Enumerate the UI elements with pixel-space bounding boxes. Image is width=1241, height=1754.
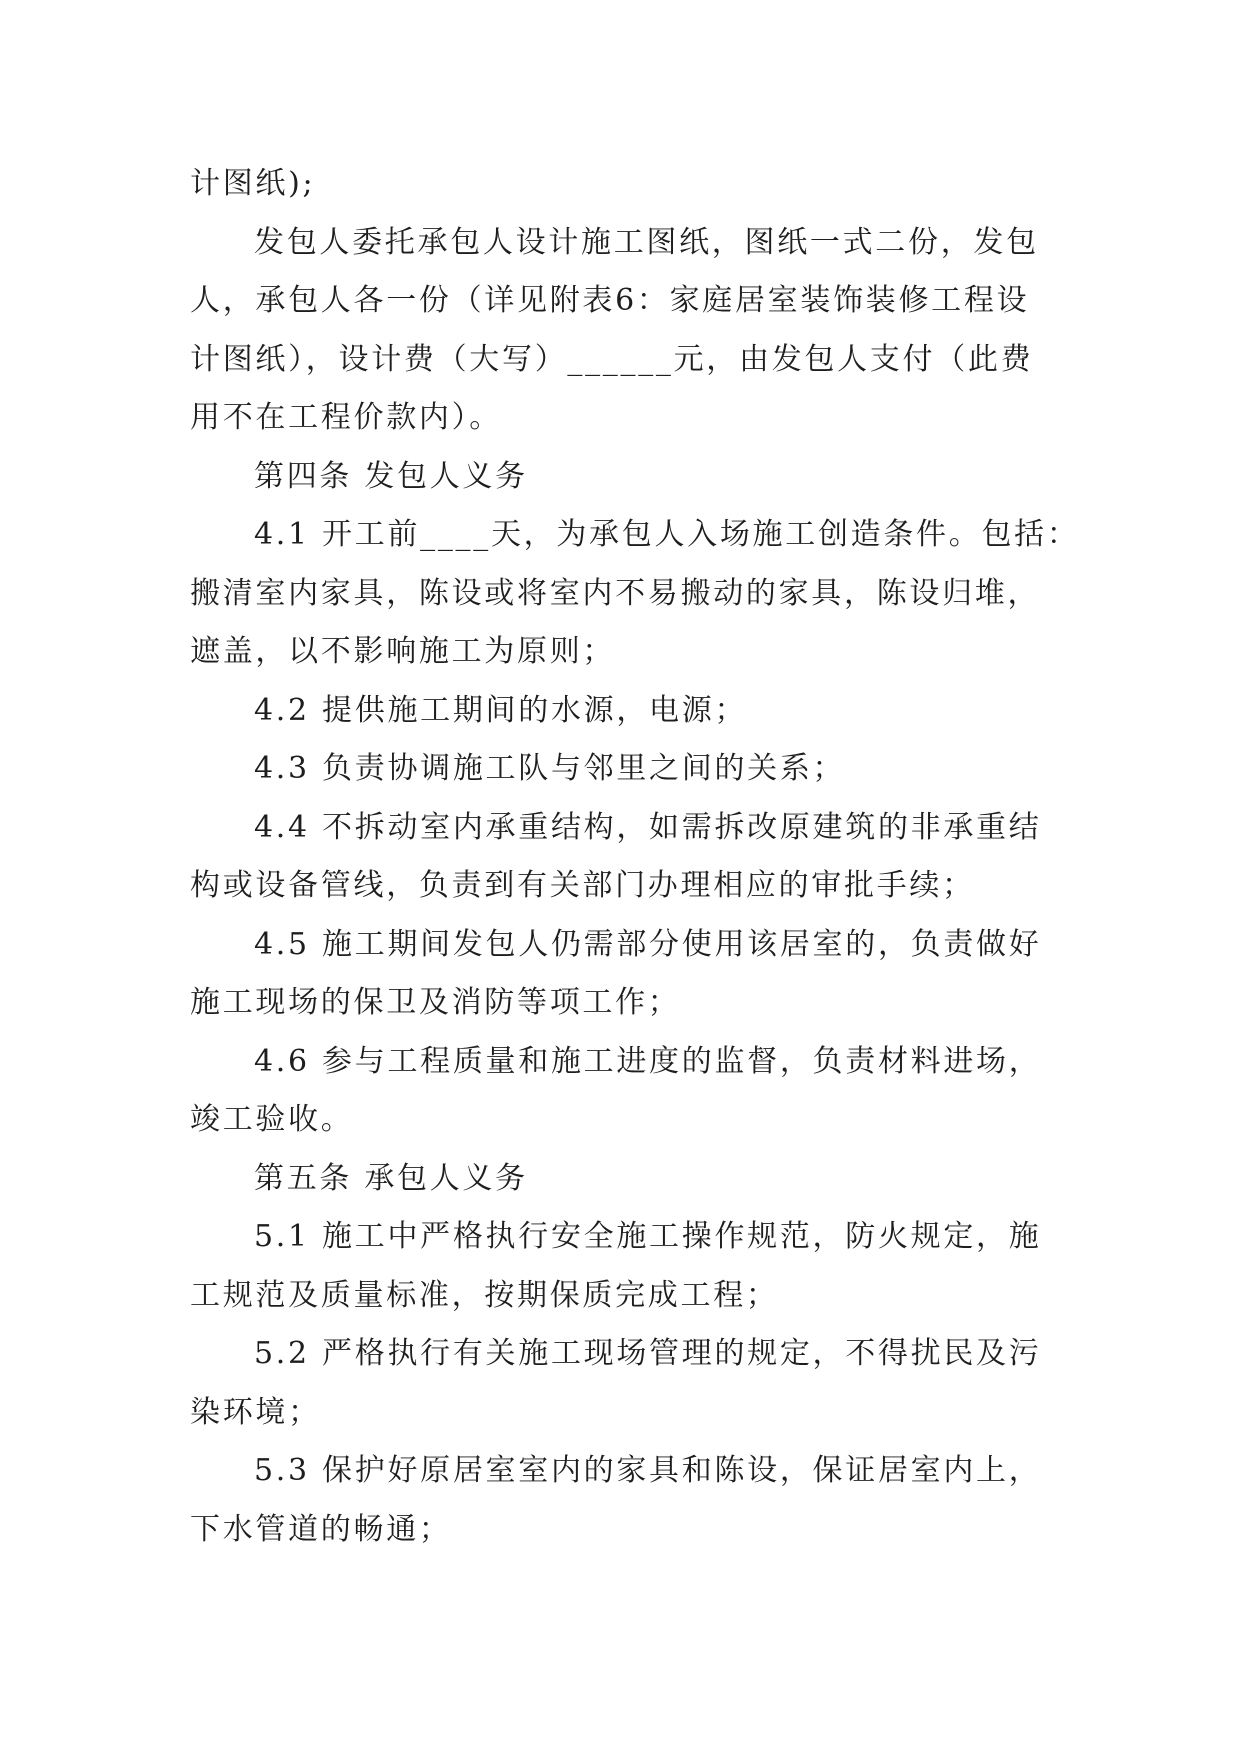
section-heading: 第四条 发包人义务 — [254, 458, 528, 494]
text-line: 4.6 参与工程质量和施工进度的监督，负责材料进场， — [254, 1043, 1042, 1079]
text-line: 下水管道的畅通； — [190, 1511, 452, 1547]
text-line: 4.3 负责协调施工队与邻里之间的关系； — [254, 751, 846, 786]
text-line: 计图纸); — [190, 166, 316, 201]
text-line: 发包人委托承包人设计施工图纸，图纸一式二份，发包 — [254, 224, 1039, 260]
document-page — [190, 155, 1080, 1559]
text-line: 施工现场的保卫及消防等项工作； — [190, 985, 681, 1020]
text-line: 用不在工程价款内）。 — [190, 400, 502, 435]
text-line: 4.1 开工前____天，为承包人入场施工创造条件。包括： — [254, 517, 1080, 552]
section-heading: 第五条 承包人义务 — [254, 1160, 528, 1196]
text-line: 构或设备管线，负责到有关部门办理相应的审批手续； — [190, 868, 975, 903]
text-line: 4.2 提供施工期间的水源，电源； — [254, 692, 748, 728]
text-line: 5.1 施工中严格执行安全施工操作规范，防火规定，施 — [254, 1219, 1042, 1254]
text-line: 5.3 保护好原居室室内的家具和陈设，保证居室内上， — [254, 1453, 1042, 1488]
text-line: 4.4 不拆动室内承重结构，如需拆改原建筑的非承重结 — [254, 809, 1042, 845]
text-line: 4.5 施工期间发包人仍需部分使用该居室的，负责做好 — [254, 926, 1042, 962]
text-line: 计图纸），设计费（大写）______元，由发包人支付（此费 — [190, 341, 1034, 377]
text-line: 竣工验收。 — [190, 1102, 354, 1137]
text-line: 工规范及质量标准，按期保质完成工程； — [190, 1277, 779, 1313]
text-line: 遮盖，以不影响施工为原则； — [190, 634, 616, 669]
text-line: 人，承包人各一份（详见附表6：家庭居室装饰装修工程设 — [190, 283, 1030, 318]
text-line: 5.2 严格执行有关施工现场管理的规定，不得扰民及污 — [254, 1336, 1042, 1371]
text-line: 染环境； — [190, 1394, 321, 1430]
text-line: 搬清室内家具，陈设或将室内不易搬动的家具，陈设归堆， — [190, 575, 1041, 611]
